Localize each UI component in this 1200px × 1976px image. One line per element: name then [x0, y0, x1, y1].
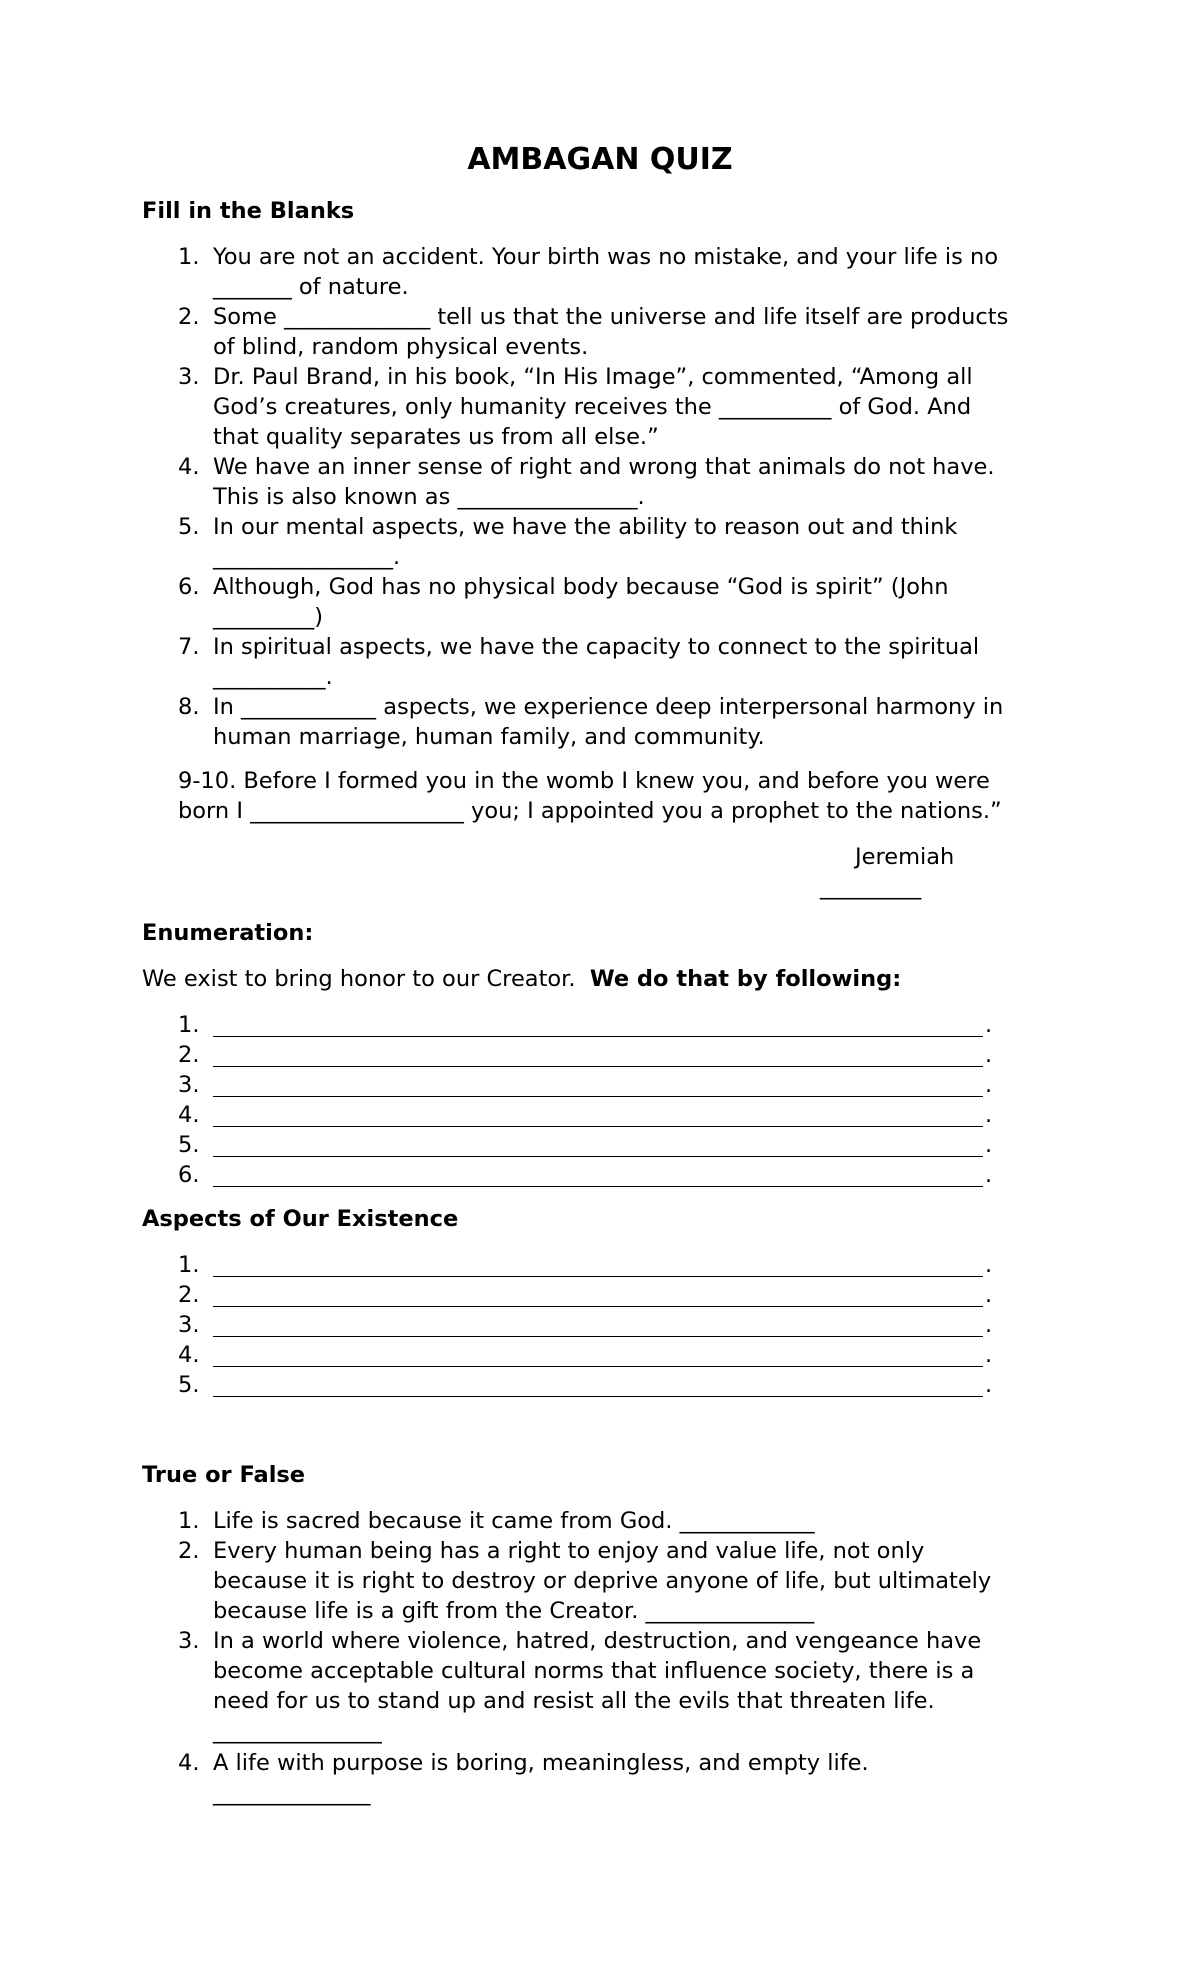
verse-line: born I ___________________ you; I appointed you a prophet to the nations.”: [178, 798, 1002, 824]
item-number: 2.: [178, 1042, 200, 1068]
item-number: 3.: [178, 364, 200, 390]
answer-blank-line: [213, 1370, 983, 1397]
item-number: 2.: [178, 304, 200, 330]
quiz-title: AMBAGAN QUIZ: [467, 142, 733, 177]
item-text-line: _________): [213, 604, 324, 630]
line-period: .: [985, 1072, 993, 1098]
line-period: .: [985, 1132, 993, 1158]
item-text-line: become acceptable cultural norms that influence society, there is a: [213, 1658, 975, 1684]
item-text-line: Although, God has no physical body because “God is spirit” (John: [213, 574, 949, 600]
aspects-heading: Aspects of Our Existence: [142, 1206, 459, 1232]
item-number: 1.: [178, 1012, 200, 1038]
answer-blank-line: [213, 1100, 983, 1127]
line-period: .: [985, 1012, 993, 1038]
line-period: .: [985, 1312, 993, 1338]
item-text-line: We have an inner sense of right and wrong that animals do not have.: [213, 454, 995, 480]
answer-blank-line: [213, 1070, 983, 1097]
item-text-line: _______________: [213, 1718, 382, 1744]
enumeration-intro: [142, 964, 901, 994]
verse-reference: Jeremiah: [855, 844, 955, 870]
item-number: 4.: [178, 1342, 200, 1368]
line-period: .: [985, 1282, 993, 1308]
item-text-line: __________.: [213, 664, 333, 690]
true-false-heading: True or False: [142, 1462, 306, 1488]
item-text-line: In our mental aspects, we have the ability to reason out and think: [213, 514, 958, 540]
line-period: .: [985, 1162, 993, 1188]
item-number: 5.: [178, 1132, 200, 1158]
item-text-line: God’s creatures, only humanity receives the __________ of God. And: [213, 394, 972, 420]
item-text-line: that quality separates us from all else.”: [213, 424, 659, 450]
item-text-line: This is also known as ________________.: [213, 484, 645, 510]
item-text-line: of blind, random physical events.: [213, 334, 589, 360]
item-text-line: because life is a gift from the Creator. _______________: [213, 1598, 815, 1624]
item-text-line: Life is sacred because it came from God. ____________: [213, 1508, 815, 1534]
item-number: 1.: [178, 1252, 200, 1278]
answer-blank-line: [213, 1130, 983, 1157]
item-number: 8.: [178, 694, 200, 720]
answer-blank-line: [213, 1040, 983, 1067]
verse-line: 9-10. Before I formed you in the womb I knew you, and before you were: [178, 768, 990, 794]
line-period: .: [985, 1342, 993, 1368]
line-period: .: [985, 1102, 993, 1128]
item-text-line: need for us to stand up and resist all the evils that threaten life.: [213, 1688, 935, 1714]
item-number: 7.: [178, 634, 200, 660]
item-number: 1.: [178, 1508, 200, 1534]
line-period: .: [985, 1252, 993, 1278]
item-number: 6.: [178, 574, 200, 600]
item-text-line: Every human being has a right to enjoy and value life, not only: [213, 1538, 925, 1564]
answer-blank-line: [213, 1310, 983, 1337]
enumeration-intro-bold: We do that by following:: [589, 966, 902, 992]
item-text-line: In a world where violence, hatred, destruction, and vengeance have: [213, 1628, 982, 1654]
item-text-line: Dr. Paul Brand, in his book, “In His Image”, commented, “Among all: [213, 364, 973, 390]
item-text-line: Some _____________ tell us that the universe and life itself are products: [213, 304, 1009, 330]
item-number: 5.: [178, 1372, 200, 1398]
item-number: 1.: [178, 244, 200, 270]
enumeration-intro-text: We exist to bring honor to our Creator.: [142, 966, 590, 992]
item-text-line: In ____________ aspects, we experience deep interpersonal harmony in: [213, 694, 1004, 720]
answer-blank-line: [213, 1340, 983, 1367]
item-number: 4.: [178, 1102, 200, 1128]
item-text-line: because it is right to destroy or deprive anyone of life, but ultimately: [213, 1568, 992, 1594]
answer-blank-line: [213, 1280, 983, 1307]
item-number: 3.: [178, 1628, 200, 1654]
enumeration-heading: Enumeration:: [142, 920, 314, 946]
item-text-line: You are not an accident. Your birth was no mistake, and your life is no: [213, 244, 999, 270]
item-text-line: human marriage, human family, and community.: [213, 724, 765, 750]
item-number: 4.: [178, 1750, 200, 1776]
answer-blank-line: [213, 1010, 983, 1037]
item-number: 2.: [178, 1282, 200, 1308]
answer-blank-line: [213, 1250, 983, 1277]
item-text-line: _______ of nature.: [213, 274, 409, 300]
item-number: 3.: [178, 1072, 200, 1098]
item-text-line: ______________: [213, 1780, 371, 1806]
line-period: .: [985, 1372, 993, 1398]
item-text-line: In spiritual aspects, we have the capacity to connect to the spiritual: [213, 634, 980, 660]
item-number: 2.: [178, 1538, 200, 1564]
item-text-line: A life with purpose is boring, meaningless, and empty life.: [213, 1750, 869, 1776]
answer-blank-line: [213, 1160, 983, 1187]
fill-in-heading: Fill in the Blanks: [142, 198, 355, 224]
item-number: 3.: [178, 1312, 200, 1338]
line-period: .: [985, 1042, 993, 1068]
item-number: 4.: [178, 454, 200, 480]
verse-reference-blank: _________: [820, 874, 922, 900]
item-number: 6.: [178, 1162, 200, 1188]
item-text-line: ________________.: [213, 544, 401, 570]
item-number: 5.: [178, 514, 200, 540]
